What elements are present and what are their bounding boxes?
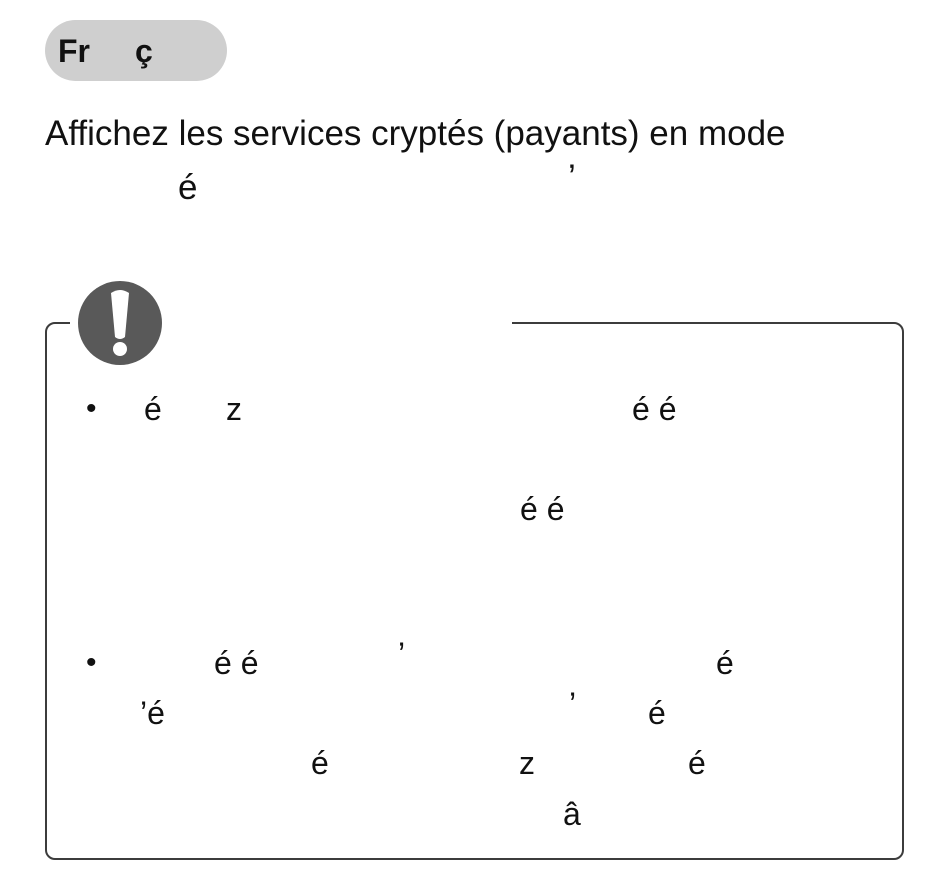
bullet-2-line-1-fragment-1: é é — [214, 645, 259, 681]
bullet-2-line-2-fragment-1: ’é — [140, 695, 165, 731]
intro-line-2-fragment-2: ’ — [568, 158, 576, 197]
bullet-2-line-2-fragment-2: ’ — [569, 686, 577, 722]
note-box — [45, 322, 904, 860]
bullet-1-line-1-fragment-1: é — [144, 391, 162, 427]
bullet-2-line-3-fragment-3: é — [688, 745, 706, 781]
language-tab-text-start: Fr — [58, 33, 90, 69]
bullet-2-line-1-fragment-2: ’ — [398, 636, 406, 672]
bullet-1-line-1-fragment-2: z — [226, 391, 242, 427]
intro-line-1: Affichez les services cryptés (payants) en mode — [45, 114, 786, 153]
language-tab-text-end: ç — [135, 33, 153, 69]
bullet-2-line-3-fragment-2: z — [519, 745, 535, 781]
bullet-2-line-3-fragment-1: é — [311, 745, 329, 781]
bullet-marker-2: • — [86, 646, 97, 679]
bullet-2-line-1-fragment-3: é — [716, 645, 734, 681]
language-tab — [45, 20, 227, 81]
bullet-1-line-2-fragment-1: é é — [520, 491, 565, 527]
bullet-2-line-4-fragment-1: â — [563, 796, 581, 832]
bullet-marker-1: • — [86, 392, 97, 425]
bullet-1-line-1-fragment-3: é é — [632, 391, 677, 427]
intro-line-2-fragment-1: é — [178, 168, 198, 207]
bullet-2-line-2-fragment-3: é — [648, 695, 666, 731]
exclamation-warning-icon — [78, 281, 162, 365]
